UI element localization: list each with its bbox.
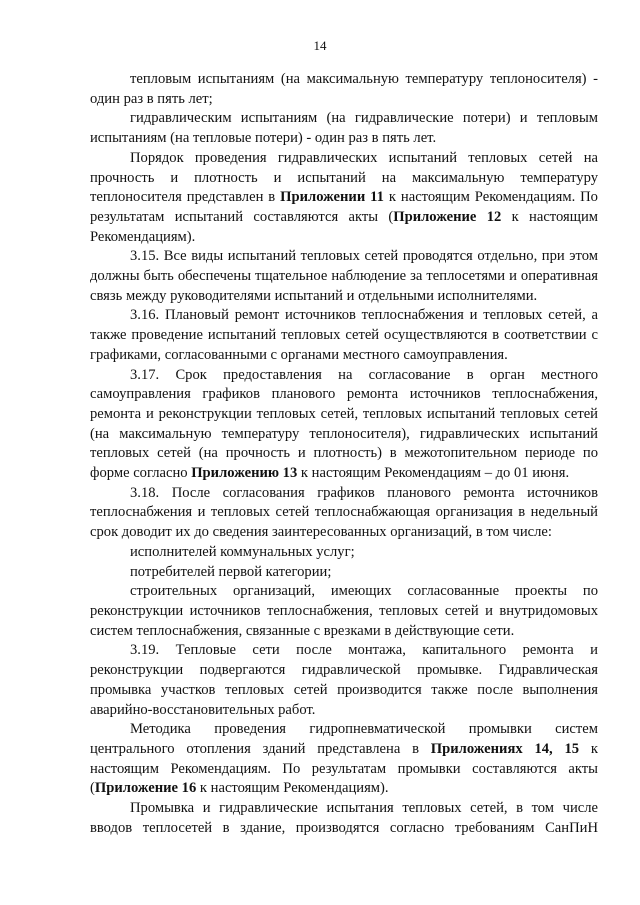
- text-run: к настоящим Рекомендациям – до 01 июня.: [297, 465, 570, 482]
- paragraph: [90, 149, 598, 248]
- document-body: [90, 70, 598, 838]
- paragraph: [90, 563, 598, 583]
- bold-reference: Приложении 11: [280, 189, 384, 206]
- text-run: Промывка и гидравлические испытания тепловых сетей, в том числе вводов теплосетей в здание, производятся согласно требованиям СанПиН: [90, 800, 598, 836]
- paragraph: [90, 306, 598, 365]
- text-run: тепловым испытаниям (на максимальную температуру теплоносителя) - один раз в пять лет;: [90, 71, 598, 107]
- bold-reference: Приложениях 14, 15: [430, 740, 580, 757]
- text-run: 3.17. Срок предоставления на согласование в орган местного самоуправления графиков планового ремонта источников теплоснабжения, ремонта и реконструкции тепловых сетей, тепловых испытаний тепловых сетей (на максимальную температуру теплоносителя), гидравлических испытаний тепловых сетей (на прочность и плотность) в межотопительном периоде по форме согласно: [90, 366, 598, 482]
- text-run: Порядок проведения гидравлических испытаний тепловых сетей на прочность и плотность и испытаний на максимальную температуру теплоносителя представлен в: [90, 149, 598, 206]
- text-run: 3.18. После согласования графиков планового ремонта источников теплоснабжения и тепловых сетей теплоснабжающая организация в недельный срок доводит их до сведения заинтересованных организаций, в том числе:: [90, 484, 598, 541]
- paragraph: [90, 582, 598, 641]
- paragraph: [90, 641, 598, 720]
- page-number: 14: [313, 38, 327, 53]
- text-run: исполнителей коммунальных услуг;: [130, 543, 355, 560]
- text-run: к настоящим Рекомендациям. По результатам испытаний составляются акты (: [90, 189, 598, 225]
- bold-reference: Приложение 12: [393, 208, 502, 225]
- text-run: к настоящим Рекомендациям).: [196, 780, 389, 797]
- text-run: 3.16. Плановый ремонт источников теплоснабжения и тепловых сетей, а также проведение испытаний тепловых сетей осуществляются в соответствии с графиками, согласованными с органами местного самоуправления.: [90, 307, 598, 363]
- paragraph: [90, 70, 598, 109]
- paragraph: [90, 247, 598, 306]
- bold-reference: Приложению 13: [191, 465, 298, 482]
- text-run: 3.19. Тепловые сети после монтажа, капитального ремонта и реконструкции подвергаются гидравлической промывке. Гидравлическая промывка участков тепловых сетей производится также после выполнения аварийно-восстановительных работ.: [90, 642, 598, 718]
- text-run: Методика проведения гидропневматической промывки систем центрального отопления зданий представлена в: [90, 721, 598, 757]
- paragraph: [90, 109, 598, 148]
- bold-reference: Приложение 16: [94, 780, 197, 797]
- paragraph: [90, 543, 598, 563]
- paragraph: [90, 799, 598, 838]
- text-run: 3.15. Все виды испытаний тепловых сетей проводятся отдельно, при этом должны быть обеспечены тщательное наблюдение за теплосетями и оперативная связь между руководителями испытаний и отдельными исполнителями.: [90, 248, 598, 304]
- text-run: к настоящим Рекомендациям).: [90, 208, 599, 245]
- text-run: гидравлическим испытаниям (на гидравлические потери) и тепловым испытаниям (на тепловые потери) - один раз в пять лет.: [90, 110, 598, 147]
- text-run: потребителей первой категории;: [130, 563, 332, 580]
- text-run: к настоящим Рекомендациям. По результатам промывки составляются акты (: [90, 740, 598, 797]
- paragraph: [90, 484, 598, 543]
- paragraph: [90, 720, 598, 799]
- text-run: строительных организаций, имеющих согласованные проекты по реконструкции источников теплоснабжения, тепловых сетей и внутридомовых систем теплоснабжения, связанные с врезками в действующие сети.: [90, 583, 598, 639]
- paragraph: [90, 366, 598, 484]
